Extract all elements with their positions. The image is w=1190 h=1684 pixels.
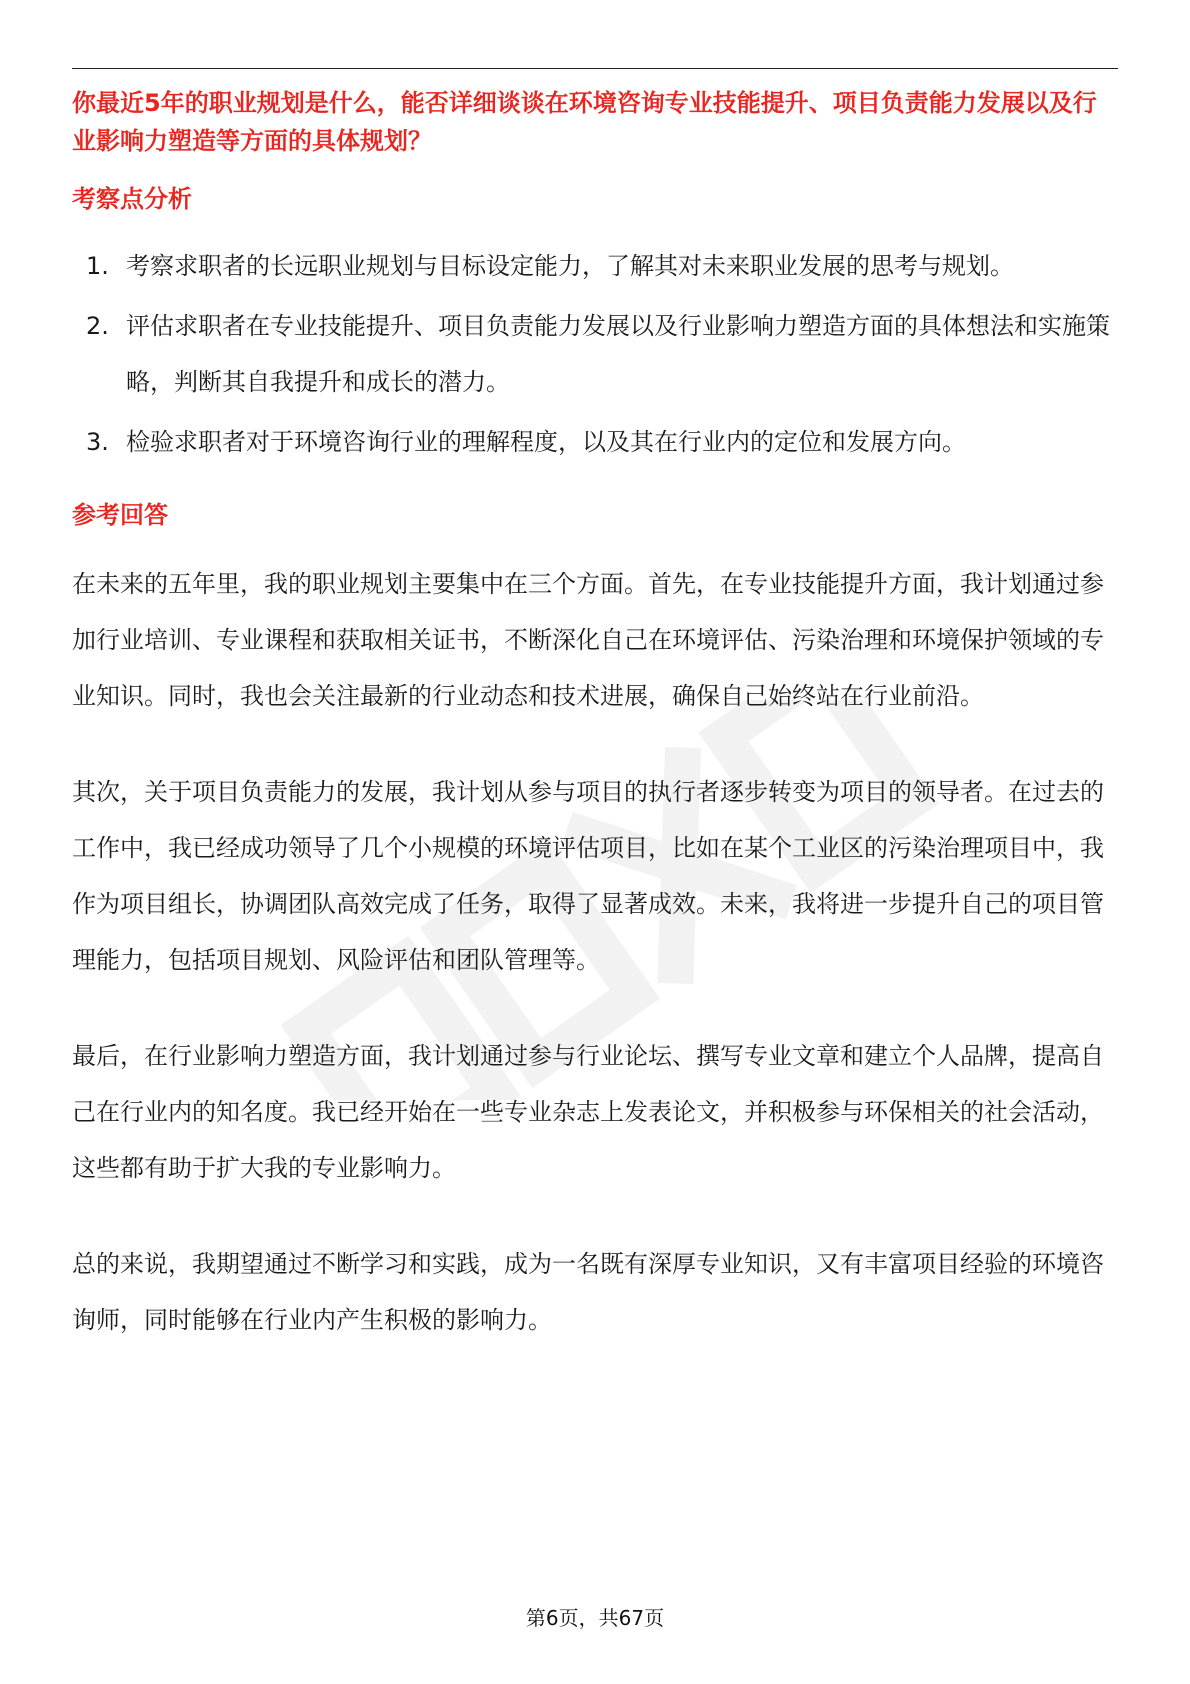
list-item bbox=[72, 298, 1118, 410]
list-item-number: 2. bbox=[86, 312, 109, 340]
list-item bbox=[72, 238, 1118, 294]
answer-paragraph: 在未来的五年里，我的职业规划主要集中在三个方面。首先，在专业技能提升方面，我计划通过参加行业培训、专业课程和获取相关证书，不断深化自己在环境评估、污染治理和环境保护领域的专业知识。同时，我也会关注最新的行业动态和技术进展，确保自己始终站在行业前沿。 bbox=[72, 570, 1104, 710]
list-item-number: 3. bbox=[86, 428, 109, 456]
page-number: 第6页，共67页 bbox=[525, 1606, 665, 1630]
question-heading: 你最近5年的职业规划是什么，能否详细谈谈在环境咨询专业技能提升、项目负责能力发展以及行业影响力塑造等方面的具体规划？ bbox=[72, 89, 1097, 155]
list-item-text: 考察求职者的长远职业规划与目标设定能力，了解其对未来职业发展的思考与规划。 bbox=[126, 252, 1014, 280]
answer-paragraph: 最后，在行业影响力塑造方面，我计划通过参与行业论坛、撰写专业文章和建立个人品牌，提高自己在行业内的知名度。我已经开始在一些专业杂志上发表论文，并积极参与环保相关的社会活动，这些都有助于扩大我的专业影响力。 bbox=[72, 1042, 1104, 1182]
analysis-heading: 考察点分析 bbox=[72, 185, 192, 213]
document-body bbox=[72, 84, 1118, 1348]
analysis-list bbox=[72, 238, 1118, 470]
list-item-text: 检验求职者对于环境咨询行业的理解程度，以及其在行业内的定位和发展方向。 bbox=[126, 428, 966, 456]
list-item-text: 评估求职者在专业技能提升、项目负责能力发展以及行业影响力塑造方面的具体想法和实施策略，判断其自我提升和成长的潜力。 bbox=[126, 312, 1110, 396]
answer-paragraph: 其次，关于项目负责能力的发展，我计划从参与项目的执行者逐步转变为项目的领导者。在过去的工作中，我已经成功领导了几个小规模的环境评估项目，比如在某个工业区的污染治理项目中，我作为项目组长，协调团队高效完成了任务，取得了显著成效。未来，我将进一步提升自己的项目管理能力，包括项目规划、风险评估和团队管理等。 bbox=[72, 778, 1104, 974]
list-item bbox=[72, 414, 1118, 470]
list-item-number: 1. bbox=[86, 252, 109, 280]
answer-heading: 参考回答 bbox=[72, 501, 168, 529]
answer-paragraph: 总的来说，我期望通过不断学习和实践，成为一名既有深厚专业知识，又有丰富项目经验的环境咨询师，同时能够在行业内产生积极的影响力。 bbox=[72, 1250, 1104, 1334]
top-divider bbox=[72, 68, 1118, 69]
